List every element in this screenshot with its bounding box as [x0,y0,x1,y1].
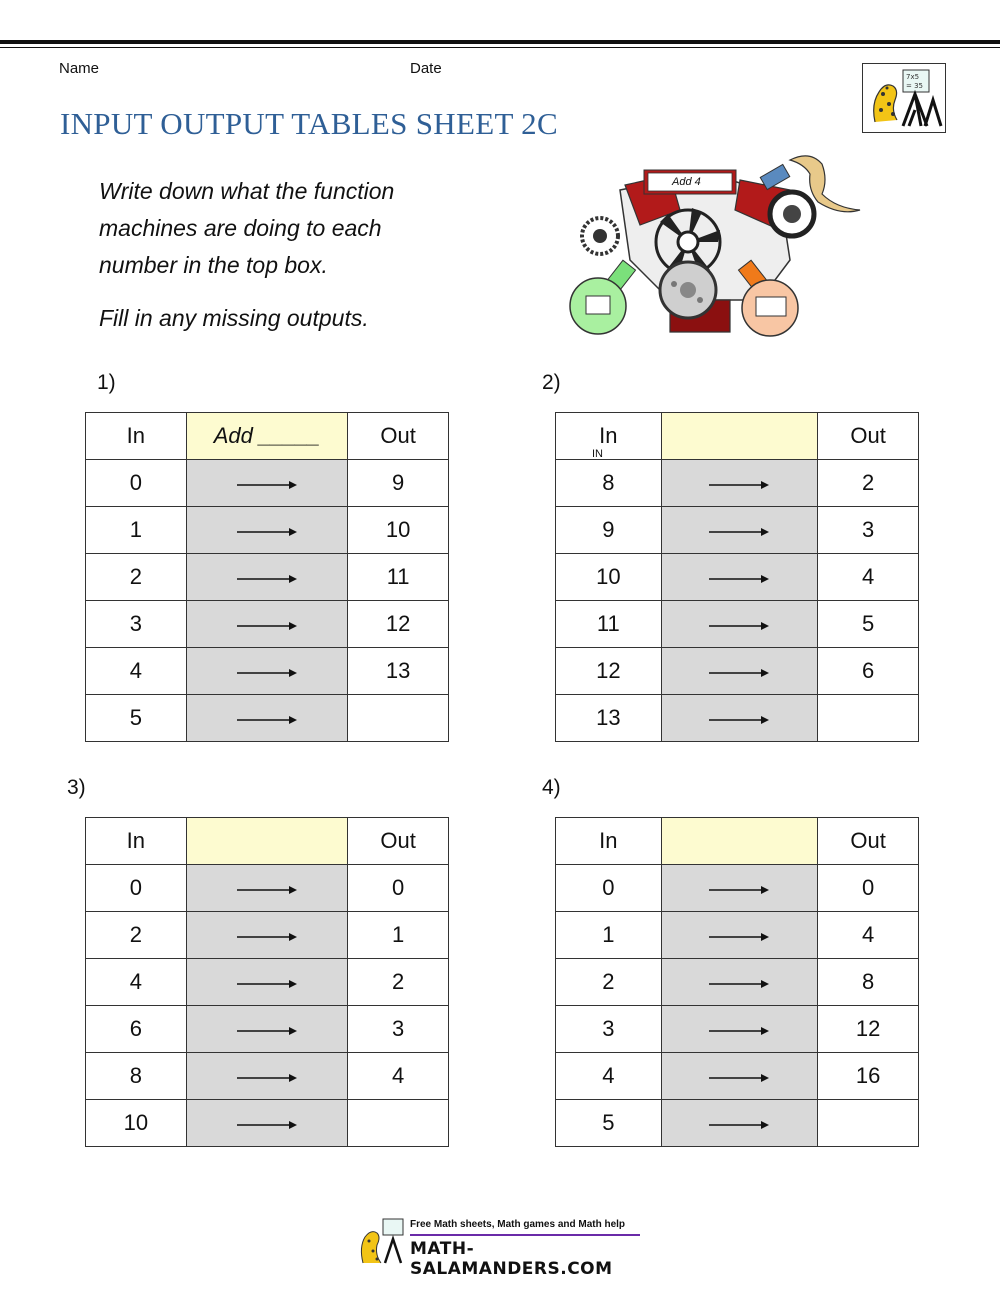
io-table-1 [85,412,449,742]
io-table-4 [555,817,919,1147]
svg-text:= 35: = 35 [906,82,923,90]
out-value: 13 [348,648,449,695]
table-row [556,601,919,648]
instruction-line-3: number in the top box. [99,252,328,278]
out-header: Out [818,413,919,460]
rule-answer-box[interactable] [186,818,348,865]
arrow-cell [186,554,348,601]
arrow-right-icon [709,1118,769,1132]
in-header: In [556,818,662,865]
table-row [86,1100,449,1147]
out-header: Out [818,818,919,865]
table-row [86,507,449,554]
arrow-cell [186,1100,348,1147]
in-value: 5 [556,1100,662,1147]
instruction-line-2: machines are doing to each [99,215,382,241]
arrow-right-icon [237,930,297,944]
out-value: 0 [818,865,919,912]
out-value: 3 [348,1006,449,1053]
name-label: Name [59,60,100,77]
table-row [556,865,919,912]
in-value: 10 [86,1100,187,1147]
out-value: 10 [348,507,449,554]
footer-tagline: Free Math sheets, Math games and Math help [410,1219,626,1230]
table-header-row [86,818,449,865]
out-value: 2 [348,959,449,1006]
top-rule-thin [0,47,1000,48]
out-value: 4 [348,1053,449,1100]
in-value: 11 [556,601,662,648]
question-number-1: 1) [97,371,116,394]
out-value: 16 [818,1053,919,1100]
in-value: 9 [556,507,662,554]
io-table-2 [555,412,919,742]
question-number-3: 3) [67,776,86,799]
arrow-right-icon [237,666,297,680]
arrow-right-icon [709,977,769,991]
arrow-cell [186,648,348,695]
arrow-right-icon [709,930,769,944]
question-number-2: 2) [542,371,561,394]
out-value: 12 [348,601,449,648]
out-answer-box[interactable] [348,695,449,742]
arrow-right-icon [237,883,297,897]
out-value: 1 [348,912,449,959]
arrow-cell [186,695,348,742]
rule-answer-box[interactable] [661,818,818,865]
out-value: 2 [818,460,919,507]
arrow-cell [186,1053,348,1100]
in-value: 12 [556,648,662,695]
out-value: 4 [818,912,919,959]
arrow-right-icon [709,1024,769,1038]
arrow-right-icon [709,525,769,539]
arrow-right-icon [709,1071,769,1085]
in-value: 1 [556,912,662,959]
arrow-cell [661,507,818,554]
out-answer-box[interactable] [818,695,919,742]
out-value: 8 [818,959,919,1006]
table-row [556,554,919,601]
arrow-cell [186,507,348,554]
out-value: 11 [348,554,449,601]
arrow-cell [661,648,818,695]
arrow-cell [661,695,818,742]
table-row [86,695,449,742]
table-row [86,460,449,507]
arrow-cell [661,554,818,601]
table-row [556,1006,919,1053]
footer-logo[interactable] [355,1215,645,1279]
arrow-right-icon [237,1118,297,1132]
in-value: 4 [86,648,187,695]
arrow-right-icon [709,713,769,727]
in-value: 0 [86,865,187,912]
in-value: 3 [556,1006,662,1053]
in-value: 1 [86,507,187,554]
io-table-3 [85,817,449,1147]
arrow-right-icon [237,1071,297,1085]
arrow-cell [186,1006,348,1053]
page-title: INPUT OUTPUT TABLES SHEET 2C [60,106,558,141]
arrow-cell [661,959,818,1006]
in-header: In [86,818,187,865]
arrow-right-icon [237,977,297,991]
arrow-cell [661,912,818,959]
in-value: 2 [86,554,187,601]
table-row [86,1006,449,1053]
machine-in-label: IN [592,448,603,460]
arrow-cell [661,1053,818,1100]
out-value: 6 [818,648,919,695]
out-value: 9 [348,460,449,507]
in-value: 8 [86,1053,187,1100]
arrow-cell [186,601,348,648]
arrow-right-icon [237,525,297,539]
arrow-cell [661,601,818,648]
in-value: 0 [556,865,662,912]
arrow-right-icon [709,572,769,586]
arrow-right-icon [709,478,769,492]
table-row [86,865,449,912]
in-value: 2 [86,912,187,959]
out-value: 5 [818,601,919,648]
table-row [556,959,919,1006]
instruction-line-1: Write down what the function [99,178,395,204]
table-row [86,1053,449,1100]
table-row [556,507,919,554]
table-row [556,460,919,507]
arrow-right-icon [237,1024,297,1038]
instruction-line-4: Fill in any missing outputs. [99,305,369,331]
in-value: 0 [86,460,187,507]
in-value: 4 [556,1053,662,1100]
in-value: 3 [86,601,187,648]
table-row [86,959,449,1006]
date-label: Date [410,60,442,77]
arrow-cell [186,959,348,1006]
in-value: 8 [556,460,662,507]
out-header: Out [348,818,449,865]
in-value: 5 [86,695,187,742]
footer-site-name: MATH-SALAMANDERS.COM [410,1239,613,1279]
arrow-cell [661,1006,818,1053]
in-value: 13 [556,695,662,742]
arrow-right-icon [709,666,769,680]
out-value: 0 [348,865,449,912]
machine-sign-text: Add 4 [672,176,701,188]
svg-text:7x5: 7x5 [906,73,920,81]
arrow-right-icon [237,478,297,492]
arrow-right-icon [237,713,297,727]
arrow-cell [186,865,348,912]
rule-answer-box[interactable]: Add _____ [186,413,348,460]
table-row [556,1053,919,1100]
top-rule [0,40,1000,44]
rule-answer-box[interactable] [661,413,818,460]
table-row [556,648,919,695]
in-value: 6 [86,1006,187,1053]
arrow-cell [661,460,818,507]
arrow-cell [186,460,348,507]
salamander-logo [862,63,946,133]
arrow-cell [186,912,348,959]
out-value: 4 [818,554,919,601]
table-row [86,912,449,959]
question-number-4: 4) [542,776,561,799]
in-header: In [556,413,662,460]
table-row [556,695,919,742]
arrow-cell [661,865,818,912]
in-value: 4 [86,959,187,1006]
table-header-row [556,413,919,460]
table-row [86,601,449,648]
arrow-right-icon [237,572,297,586]
in-value: 10 [556,554,662,601]
out-header: Out [348,413,449,460]
table-header-row [86,413,449,460]
footer-underline [410,1234,640,1236]
in-header: In [86,413,187,460]
arrow-right-icon [709,883,769,897]
table-row [556,1100,919,1147]
arrow-cell [661,1100,818,1147]
table-row [86,554,449,601]
table-row [86,648,449,695]
table-header-row [556,818,919,865]
in-value: 2 [556,959,662,1006]
out-value: 12 [818,1006,919,1053]
arrow-right-icon [237,619,297,633]
out-value: 3 [818,507,919,554]
out-answer-box[interactable] [818,1100,919,1147]
arrow-right-icon [709,619,769,633]
table-row [556,912,919,959]
out-answer-box[interactable] [348,1100,449,1147]
